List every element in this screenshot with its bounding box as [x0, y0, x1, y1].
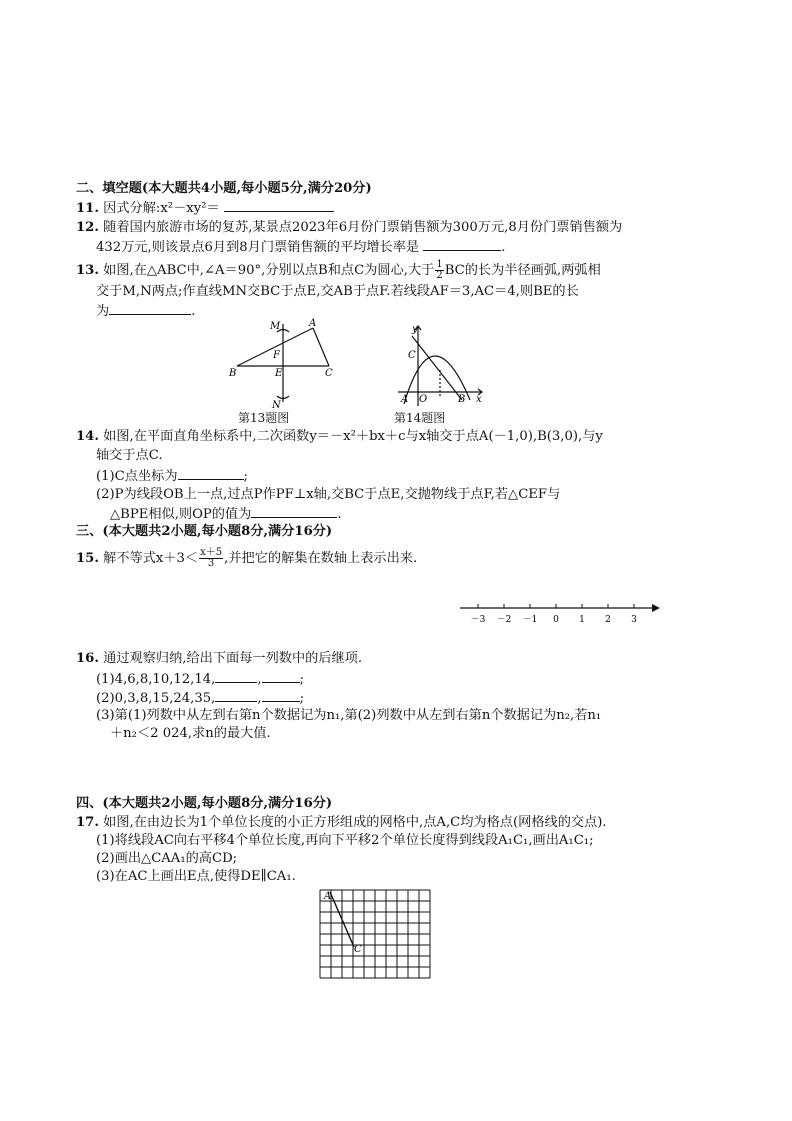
label-y: y	[412, 324, 418, 335]
question-16	[76, 650, 362, 667]
answer-blank[interactable]	[251, 505, 337, 518]
number-line-tick-label: 0	[553, 615, 559, 625]
section-4-header: 四、(本大题共2小题,每小题8分,满分16分)	[76, 796, 333, 811]
question-13-line3	[96, 302, 195, 320]
number-line-tick-label: 2	[605, 615, 611, 625]
fraction-numerator: 1	[436, 259, 443, 270]
question-12-line2	[96, 238, 506, 256]
number-line	[456, 598, 662, 628]
answer-blank[interactable]	[178, 467, 244, 480]
label-n: N	[272, 400, 281, 410]
number-line-tick-label: 1	[579, 615, 585, 625]
question-number: 16.	[76, 651, 99, 666]
question-number: 15.	[76, 551, 99, 566]
question-number: 12.	[76, 220, 99, 235]
number-line-tick-label: －2	[496, 615, 512, 625]
sequence-2-text: (2)0,3,8,15,24,35,	[96, 691, 216, 706]
question-text: 因式分解:x²－xy²＝	[103, 201, 220, 216]
question-17-part3: (3)在AC上画出E点,使得DE∥CA₁.	[96, 869, 296, 884]
question-11	[76, 199, 334, 217]
sequence-1-text: (1)4,6,8,10,12,14,	[96, 672, 216, 687]
label-c: C	[408, 350, 416, 361]
question-14-line2: 轴交于点C.	[96, 448, 163, 463]
grid-figure	[316, 886, 432, 986]
sequence-2	[96, 689, 304, 707]
figure-13	[225, 318, 345, 410]
question-17	[76, 814, 607, 831]
question-14-part1	[96, 467, 248, 485]
punctuation: .	[337, 507, 342, 522]
punctuation: ,	[257, 691, 262, 706]
question-text-line1: 如图,在由边长为1个单位长度的小正方形组成的网格中,点A,C均为格点(网格线的交点).	[103, 815, 607, 830]
question-12	[76, 219, 622, 236]
answer-blank[interactable]	[224, 199, 334, 212]
fraction-numerator: x＋5	[200, 547, 223, 558]
question-text-a: 解不等式x＋3＜	[103, 551, 199, 566]
label-f: F	[273, 350, 280, 361]
fraction-inequality	[199, 548, 223, 569]
label-b: B	[458, 394, 466, 405]
question-14-part2-line1: (2)P为线段OB上一点,过点P作PF⊥x轴,交BC于点E,交抛物线于点F,若△CEF与	[96, 487, 561, 502]
section-3-header: 三、(本大题共2小题,每小题8分,满分16分)	[76, 524, 333, 539]
label-x: x	[476, 394, 482, 405]
question-14	[76, 428, 603, 445]
question-14-part2-line2	[110, 505, 342, 523]
part2-text: △BPE相似,则OP的值为	[110, 507, 252, 522]
number-line-tick-label: 3	[631, 615, 637, 625]
figure-14-caption: 第14题图	[394, 411, 446, 425]
question-15	[76, 548, 417, 569]
fraction-denominator: 3	[207, 558, 215, 569]
question-number: 14.	[76, 429, 99, 444]
question-16-part3-line2: ＋n₂＜2 024,求n的最大值.	[110, 726, 271, 741]
label-o: O	[419, 394, 428, 405]
fraction-half	[435, 260, 443, 281]
label-a: A	[324, 891, 332, 902]
answer-blank[interactable]	[423, 238, 501, 251]
answer-blank[interactable]	[215, 689, 257, 702]
question-17-part1: (1)将线段AC向右平移4个单位长度,再向下平移2个单位长度得到线段A₁C₁,画出A₁C₁;	[96, 833, 594, 848]
answer-blank[interactable]	[215, 670, 257, 683]
label-c: C	[354, 944, 362, 955]
label-b: B	[229, 368, 237, 379]
question-text-line1a: 如图,在△ABC中,∠A＝90°,分别以点B和点C为圆心,大于	[103, 263, 435, 278]
question-text-b: ,并把它的解集在数轴上表示出来.	[224, 551, 418, 566]
question-text-line3: 为	[96, 304, 110, 319]
segment-ac	[313, 328, 329, 366]
question-number: 13.	[76, 263, 99, 278]
punctuation: ;	[243, 469, 248, 484]
question-text-line1: 随着国内旅游市场的复苏,某景点2023年6月份门票销售额为300万元,8月份门票销售额为	[103, 220, 623, 235]
question-13-line2: 交于M,N两点;作直线MN交BC于点E,交AB于点F.若线段AF＝3,AC＝4,则BE的长	[96, 284, 579, 299]
question-number: 17.	[76, 815, 99, 830]
label-c: C	[325, 368, 333, 379]
punctuation: ;	[299, 672, 305, 687]
part1-text: (1)C点坐标为	[96, 469, 178, 484]
punctuation: .	[501, 240, 506, 255]
number-line-tick-label: －1	[522, 615, 538, 625]
answer-blank[interactable]	[262, 670, 300, 683]
fraction-denominator: 2	[436, 270, 443, 281]
question-intro: 通过观察归纳,给出下面每一列数中的后继项.	[103, 651, 363, 666]
question-text-line1b: BC的长为半径画弧,两弧相	[444, 263, 601, 278]
question-17-part2: (2)画出△CAA₁的高CD;	[96, 851, 238, 866]
question-text-line1: 如图,在平面直角坐标系中,二次函数y＝－x²＋bx＋c与x轴交于点A(－1,0),B(3,0),与y	[103, 429, 603, 444]
question-text-line2: 432万元,则该景点6月到8月门票销售额的平均增长率是	[96, 240, 420, 255]
number-line-tick-label: －3	[470, 615, 486, 625]
section-2-header: 二、填空题(本大题共4小题,每小题5分,满分20分)	[76, 181, 372, 196]
label-m: M	[270, 321, 281, 332]
figure-14	[394, 320, 486, 410]
punctuation: ,	[257, 672, 262, 687]
label-a: A	[309, 318, 317, 329]
answer-blank[interactable]	[262, 689, 300, 702]
question-16-part3-line1: (3)第(1)列数中从左到右第n个数据记为n₁,第(2)列数中从左到右第n个数据记为n₂,若n₁	[96, 708, 602, 723]
label-a: A	[401, 394, 409, 405]
number-line-arrow	[652, 604, 660, 612]
question-13	[76, 260, 601, 281]
punctuation: ;	[299, 691, 305, 706]
question-number: 11.	[76, 201, 99, 216]
sequence-1	[96, 670, 304, 688]
label-e: E	[275, 368, 283, 379]
answer-blank[interactable]	[109, 302, 191, 315]
figure-13-caption: 第13题图	[238, 411, 290, 425]
punctuation: .	[191, 304, 196, 319]
